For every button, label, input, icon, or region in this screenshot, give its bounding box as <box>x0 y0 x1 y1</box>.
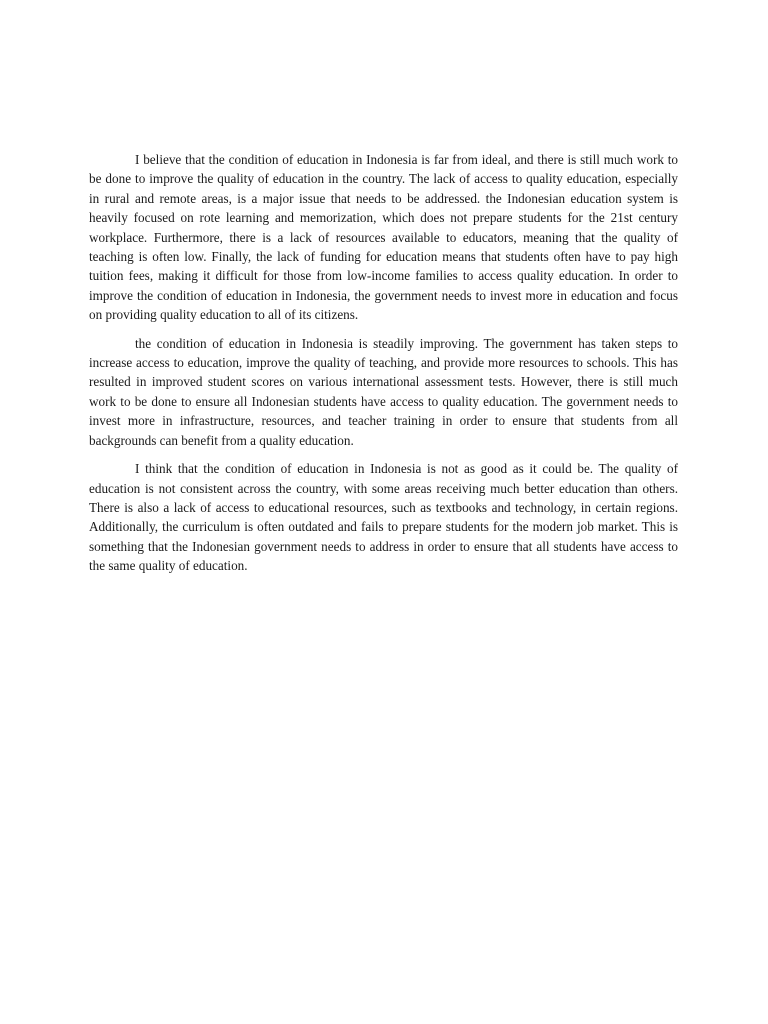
document-body <box>89 150 678 585</box>
paragraph-3: I think that the condition of education in Indonesia is not as good as it could be. The quality of education is not consistent across the country, with some areas receiving much better education than others. There is also a lack of access to educational resources, such as textbooks and technology, in certain regions. Additionally, the curriculum is often outdated and fails to prepare students for the modern job market. This is something that the Indonesian government needs to address in order to ensure that all students have access to the same quality of education. <box>89 461 678 574</box>
paragraph-1: I believe that the condition of education in Indonesia is far from ideal, and there is still much work to be done to improve the quality of education in the country. The lack of access to quality education, especially in rural and remote areas, is a major issue that needs to be addressed. the Indonesian education system is heavily focused on rote learning and memorization, which does not prepare students for the 21st century workplace. Furthermore, there is a lack of resources available to educators, meaning that the quality of teaching is often low. Finally, the lack of funding for education means that students often have to pay high tuition fees, making it difficult for those from low-income families to access quality education. In order to improve the condition of education in Indonesia, the government needs to invest more in education and focus on providing quality education to all of its citizens. <box>89 152 678 323</box>
paragraph-2: the condition of education in Indonesia is steadily improving. The government has taken steps to increase access to education, improve the quality of teaching, and provide more resources to schools. This has resulted in improved student scores on various international assessment tests. However, there is still much work to be done to ensure all Indonesian students have access to quality education. The government needs to invest more in infrastructure, resources, and teacher training in order to ensure that students from all backgrounds can benefit from a quality education. <box>89 335 678 448</box>
